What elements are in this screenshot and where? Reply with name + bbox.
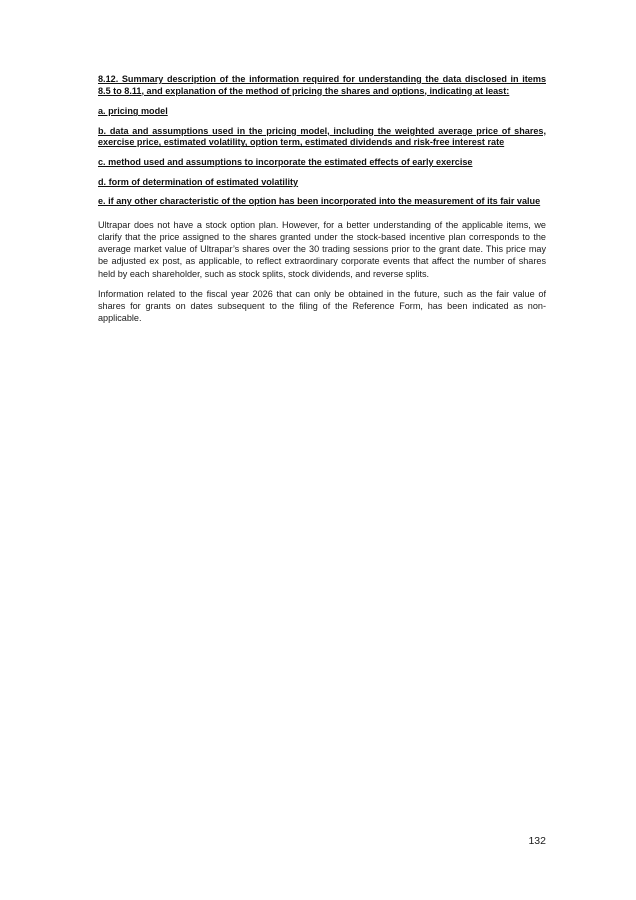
item-d-volatility: d. form of determination of estimated volatility: [98, 176, 299, 187]
body-paragraph: Ultrapar does not have a stock option plan. However, for a better understanding of the applicable items, we clarify that the price assigned to the shares granted under the stock-based incentive plan corresponds to the average market value of Ultrapar’s shares over the 30 trading sessions prior to the grant date. This price may be adjusted ex post, as applicable, to reflect extraordinary corporate events that affect the number of shares held by each shareholder, such as stock splits, stock dividends, and reverse splits.: [98, 219, 546, 279]
item-b-data-assumptions: b. data and assumptions used in the pricing model, including the weighted average price of shares, exercise price, estimated volatility, option term, estimated dividends and risk-free interest rate: [98, 125, 546, 148]
item-c-early-exercise: c. method used and assumptions to incorporate the estimated effects of early exercise: [98, 156, 473, 167]
page-number: 132: [528, 835, 546, 847]
body-paragraph: Information related to the fiscal year 2026 that can only be obtained in the future, such as the fair value of shares for grants on dates subsequent to the filing of the Reference Form, has been indicated as non-applicable.: [98, 288, 546, 324]
item-a-pricing-model: a. pricing model: [98, 106, 168, 117]
section-title: 8.12. Summary description of the information required for understanding the data disclosed in items 8.5 to 8.11, and explanation of the method of pricing the shares and options, indicating at least:: [98, 74, 546, 96]
item-e-other-characteristics: e. if any other characteristic of the option has been incorporated into the measurement of its fair value: [98, 196, 541, 207]
document-page: [98, 74, 546, 332]
